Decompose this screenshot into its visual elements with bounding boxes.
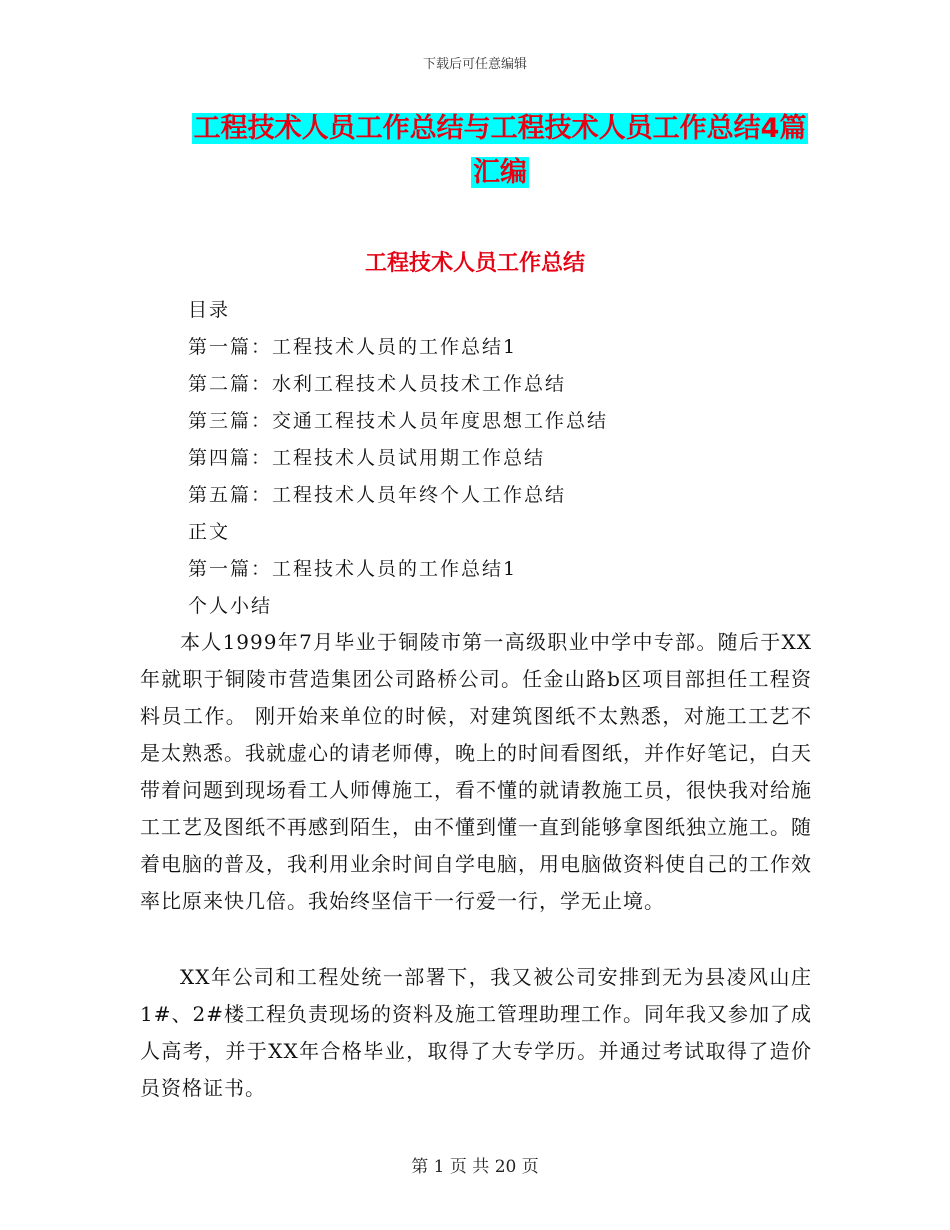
paragraph-text: XX年公司和工程处统一部署下，我又被公司安排到无为县凌风山庄1#、2#楼工程负责现场的资料及施工管理助理工作。同年我又参加了成人高考，并于XX年合格毕业，取得了大专学历。并通过考试取得了造价员资格证书。 — [140, 965, 812, 1100]
section-title: 工程技术人员工作总结 — [364, 251, 585, 276]
header-note: 下载后可任意编辑 — [422, 57, 527, 72]
toc-item: 第一篇：工程技术人员的工作总结1 — [188, 336, 518, 358]
toc-heading: 目录 — [188, 299, 231, 321]
document-title-line2: 汇编 — [473, 157, 527, 188]
table-of-contents — [188, 292, 828, 625]
toc-item: 第五篇：工程技术人员年终个人工作总结 — [188, 484, 567, 506]
toc-item: 第四篇：工程技术人员试用期工作总结 — [188, 447, 546, 469]
document-title — [140, 107, 860, 195]
toc-item: 第三篇：交通工程技术人员年度思想工作总结 — [188, 410, 609, 432]
body-paragraph-1 — [140, 624, 812, 920]
paragraph-text: 本人1999年7月毕业于铜陵市第一高级职业中学中专部。随后于XX年就职于铜陵市营造集团公司路桥公司。任金山路b区项目部担任工程资料员工作。 刚开始来单位的时候，对建筑图纸不太熟悉，对施工工艺不是太熟悉。我就虚心的请老师傅，晚上的时间看图纸，并作好笔记，白天带着问题到现场看工人师傅施工，看不懂的就请教施工员，很快我对给施工工艺及图纸不再感到陌生，由不懂到懂一直到能够拿图纸独立施工。随着电脑的普及，我利用业余时间自学电脑，用电脑做资料使自己的工作效率比原来快几倍。我始终坚信干一行爱一行，学无止境。 — [140, 630, 812, 913]
document-title-line1: 工程技术人员工作总结与工程技术人员工作总结4篇 — [193, 113, 807, 144]
body-label: 正文 — [188, 521, 231, 543]
section-subheading: 个人小结 — [188, 595, 273, 617]
first-section-heading: 第一篇：工程技术人员的工作总结1 — [188, 558, 518, 580]
page-footer: 第 1 页 共 20 页 — [411, 1157, 539, 1177]
body-paragraph-2 — [140, 959, 812, 1107]
toc-item: 第二篇：水利工程技术人员技术工作总结 — [188, 373, 567, 395]
